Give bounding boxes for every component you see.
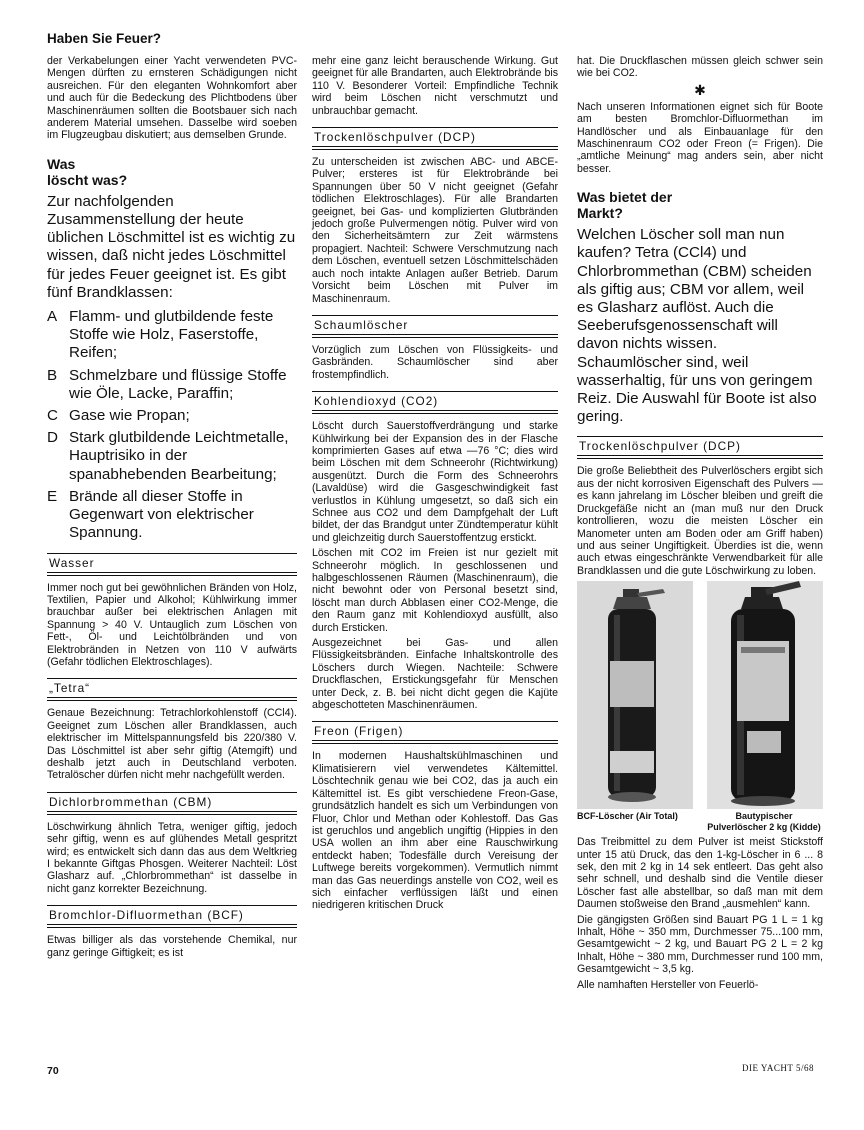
heading-line-2: Markt? [577,205,623,222]
fire-class-item [47,407,297,425]
extinguisher-icon [577,581,693,809]
dcp-market-text: Die große Beliebtheit des Pulverlöschers ergibt sich aus der nicht korrosiven Eigenschaft des Pulvers — es kann jahrelang im Löscher bleiben und greift die Druckgefäße nicht an (man muß nur den Druck kontrollieren, wozu die meisten Löscher ein Manometer unten am Boden oder am Griff haben) und aus seiner Ungiftigkeit. Überdies ist die, wenn auch etwas eingeschränkte Verwendbarkeit für alle Brandklassen und die gute Löschwirkung zu loben. [577,465,823,577]
column-3 [577,55,823,994]
section-title: Bromchlor-Difluormethan (BCF) [49,908,244,923]
fire-class-letter: A [47,308,58,326]
freon-continued: hat. Die Druckflaschen müssen gleich schwer sein wie bei CO2. [577,55,823,80]
section-co2 [312,391,558,414]
fire-class-item [47,308,297,363]
section-dcp [312,127,558,150]
heading-line-2: löscht was? [47,171,128,188]
dcp-text: Zu unterscheiden ist zwischen ABC- und ABCE-Pulver; ersteres ist für Elektrobrände bei Spannungen über 50 V nicht geeignet (Gefahr tödlichen Elektroschlages). Für alle Brandarten geeignet, bei Gas- und komplizierten Glutbränden jedoch große Pulvermengen nötig. Pulver wird von den Sicherheitsämtern zur Zeit wärmstens propagiert. Nachteil: Schwere Verschmutzung nach dem Löschen, eventuell setzen Löschmittelschäden auch noch intakte Anlagen außer Betrieb. Darum Vorsicht beim Löschen mit Pulver im Maschinenraum. [312,156,558,305]
fire-class-text: Brände all dieser Stoffe in Gegenwart von elektrischer Spannung. [69,487,254,542]
powder-extinguisher-photo [707,581,823,809]
bcf-extinguisher-photo [577,581,693,809]
section-title: Trockenlöschpulver (DCP) [579,439,741,454]
section-title: „Tetra“ [49,681,91,696]
intro-paragraph: der Verkabelungen einer Yacht verwendeten PVC-Mengen dürften zu ernsteren Schädigungen nicht ausreichen. Für den eleganten Wohnkomfort aber und auch für die Bedeckung des Plichtbodens über Maschinenräumen sollten die Bootsbauer sich nach anderem Material umsehen. Dasselbe wird soeben im Flugzeugbau diskutiert; aus demselben Grunde. [47,55,297,142]
market-paragraph: Das Treibmittel zu dem Pulver ist meist Stickstoff unter 15 atü Druck, das den 1-kg-Löscher in 6 ... 8 sek, den mit 2 kg in 14 sek entleert. Das geht also sehr schnell, und deshalb sind die Ventile dieser Löscher fast alle abstellbar, so daß man mit dem Daumen stoßweise den Brand „ausmehlen“ kann. [577,836,823,911]
market-paragraph: Die gängigsten Größen sind Bauart PG 1 L = 1 kg Inhalt, Höhe ~ 350 mm, Durchmesser 75...100 mm, Gesamtgewicht ~ 2 kg, und Bauart PG 2 L = 2 kg Inhalt, Höhe ~ 380 mm, Durchmesser rund 100 mm, Gesamtgewicht ~ 3,5 kg. [577,913,823,976]
tetra-text: Genaue Bezeichnung: Tetrachlorkohlenstoff (CCl4). Geeignet zum Löschen aller Brandklassen, auch elektrischer im Mittelspannungsfeld bis 220/380 V. Das Löschmittel ist aber sehr giftig (Atemgift) und deshalb jetzt auch in Deutschland verboten. Tetralöscher dürfen nicht mehr nachgefüllt werden. [47,707,297,782]
market-paragraph: Alle namhaften Hersteller von Feuerlö- [577,978,759,991]
heading-line-1: Was bietet der [577,189,673,206]
fire-class-item [47,367,297,403]
fire-class-text: Schmelzbare und flüssige Stoffe wie Öle, Lacke, Paraffin; [69,366,287,402]
section-dcp-market [577,436,823,459]
fire-class-letter: D [47,429,58,447]
co2-paragraph: Löschen mit CO2 im Freien ist nur gezielt mit Schneerohr möglich. In geschlossenen und halbgeschlossenen Räumen (Maschinenraum), die nicht bewohnt oder von Personal besetzt sind, löscht man durch Abblasen einer CO2-Menge, die den Raum ganz mit Kohlendioxyd ausfüllt, also durch Ersticken. [312,547,558,634]
section-wasser [47,553,297,576]
fire-class-item [47,488,297,543]
co2-paragraph: Löscht durch Sauerstoffverdrängung und starke Kühlwirkung bei der Expansion des in der Flasche komprimierten Gases auf etwa —76 °C; dies wird beim Löschen mit dem Schneerohr (Richtwirkung) ausgenützt. Durch die Form des Schneerohrs (Lavaldüse) wird die Gasgeschwindigkeit fast verlustlos in Kühlung umgesetzt, so daß sich ein Schnee aus CO2 und dem Dampfgehalt der Luft bildet, der das Brandgut unter Zündtemperatur kühlt und gleichzeitig durch Sauerstoffentzug erstickt. [312,420,558,544]
extinguisher-icon [707,581,823,809]
cbm-text: Löschwirkung ähnlich Tetra, weniger giftig, jedoch sehr giftig, wenn es auf glühendes Metall gespritzt wird; es entwickelt sich dann das aus dem Weltkrieg I bekannte Giftgas Phosgen. Weiterer Nachteil: Löst Glasharz auf. „Chlorbrommethan“ ist dasselbe in nicht ganz korrekter Bezeichnung. [47,820,297,895]
section-title: Freon (Frigen) [314,724,404,739]
separator-star: ✱ [694,81,706,98]
magazine-footer: DIE YACHT 5/68 [742,1063,814,1073]
bcf-continued: mehr eine ganz leicht berauschende Wirkung. Gut geeignet für alle Brandarten, auch Elektrobrände bis 110 V. Besonderer Vorteil: Empfindliche Technik wird beim Löschen nicht verschmutzt und unbrauchbar gemacht. [312,55,558,117]
section-tetra [47,678,297,701]
fire-class-text: Stark glutbildende Leichtmetalle, Hauptrisiko in der spanabhebenden Bearbeitung; [69,429,289,483]
lead-paragraph: Zur nachfolgenden Zusammenstellung der heute üblichen Löschmittel ist es wichtig zu wissen, daß nicht jedes Löschmittel für jedes Feuer geeignet ist. Es gibt fünf Brandklassen: [47,192,296,301]
section-heading-was-loescht-was [47,156,297,188]
fire-class-text: Gase wie Propan; [69,407,190,425]
co2-paragraph: Ausgezeichnet bei Gas- und allen Flüssigkeitsbränden. Einfache Inhaltskontrolle des Löschers durch Wiegen. Nachteile: Schwere Druckflaschen, Erstickungsgefahr für Menschen unter Deck, z. B. bei nicht dicht gegen die Kajüte abgeschotteten Maschinenräumen. [312,637,558,712]
photo-row [577,581,823,809]
schaum-text: Vorzüglich zum Löschen von Flüssigkeits- und Gasbränden. Schaumlöscher sind aber frostempfindlich. [312,343,558,381]
column-1 [47,55,297,962]
section-title: Trockenlöschpulver (DCP) [314,130,476,145]
page-number: 70 [47,1065,59,1077]
lead-paragraph: Welchen Löscher soll man nun kaufen? Tetra (CCl4) und Chlorbrommethan (CBM) scheiden als giftig aus; CBM vor allem, weil es Glasharz auflöst. Auch die Seeberufsgenossenschaft will davon nichts wissen. Schaumlöscher sind, weil wasserhaltig, für uns von geringem Reiz. Die Auswahl für Boote ist also gering. [577,226,817,426]
photo-captions [577,811,823,832]
caption-powder: Bautypischer Pulverlöscher 2 kg (Kidde) [707,811,821,832]
heading-line-1: Was [47,155,76,172]
wasser-text: Immer noch gut bei gewöhnlichen Bränden von Holz, Textilien, Papier und Alkohol; Kühlwirkung immer brauchbar außer bei elektrischen Anlagen mit Spannung > 40 V. Untauglich zum Löschen von Fett-, Öl- und Leichtölbränden und von Elektrobränden in Netzen von 110 V aufwärts (Gefahr tödlichen Elektroschlages). [47,581,297,668]
section-title: Schaumlöscher [314,317,409,332]
page-header: Haben Sie Feuer? [47,31,162,46]
column-2 [312,55,558,915]
section-title: Kohlendioxyd (CO2) [314,394,439,409]
section-title: Wasser [49,555,95,570]
caption-bcf: BCF-Löscher (Air Total) [577,811,678,822]
freon-text: In modernen Haushaltskühlmaschinen und Klimatisierern viel verwendetes Kältemittel. Löschtechnik genau wie bei CO2, das ja auch ein Kältemittel ist. Es gibt verschiedene Freon-Gase, grundsätzlich handelt es sich um Verbindungen von Fluor, Chlor und Methan oder Kohlestoff. Das Gas ist geruchlos und angeblich ungiftig (Hippies in den USA wollen an ihm aber eine Rauschwirkung entdeckt haben; Todesfälle durch Vereisung der Luftwege bereits vorgekommen). Vermutlich nimmt man das Gas neuerdings anstelle von CO2, weil es sich einfacher verflüssigen läßt und einen niedrigeren kritischen Druck [312,750,558,912]
fire-class-letter: C [47,407,58,425]
section-heading-markt [577,189,823,221]
fire-class-list [47,308,297,542]
fire-class-item [47,429,297,484]
section-bcf [47,905,297,928]
section-freon [312,721,558,744]
section-schaum [312,315,558,338]
fire-class-letter: B [47,366,58,384]
section-cbm [47,792,297,815]
fire-class-text: Flamm- und glutbildende feste Stoffe wie Holz, Faserstoffe, Reifen; [69,308,274,362]
info-paragraph: Nach unseren Informationen eignet sich für Boote am besten Bromchlor-Difluormethan im Handlöscher und als Einbauanlage für den Maschinenraum CO2 oder Freon (= Frigen). Die „amtliche Meinung“ mag anders sein, aber nicht besser. [577,100,823,175]
fire-class-letter: E [47,487,58,505]
section-title: Dichlorbrommethan (CBM) [49,794,213,809]
bcf-text: Etwas billiger als das vorstehende Chemikal, nur ganz geringe Giftigkeit; es ist [47,934,297,959]
